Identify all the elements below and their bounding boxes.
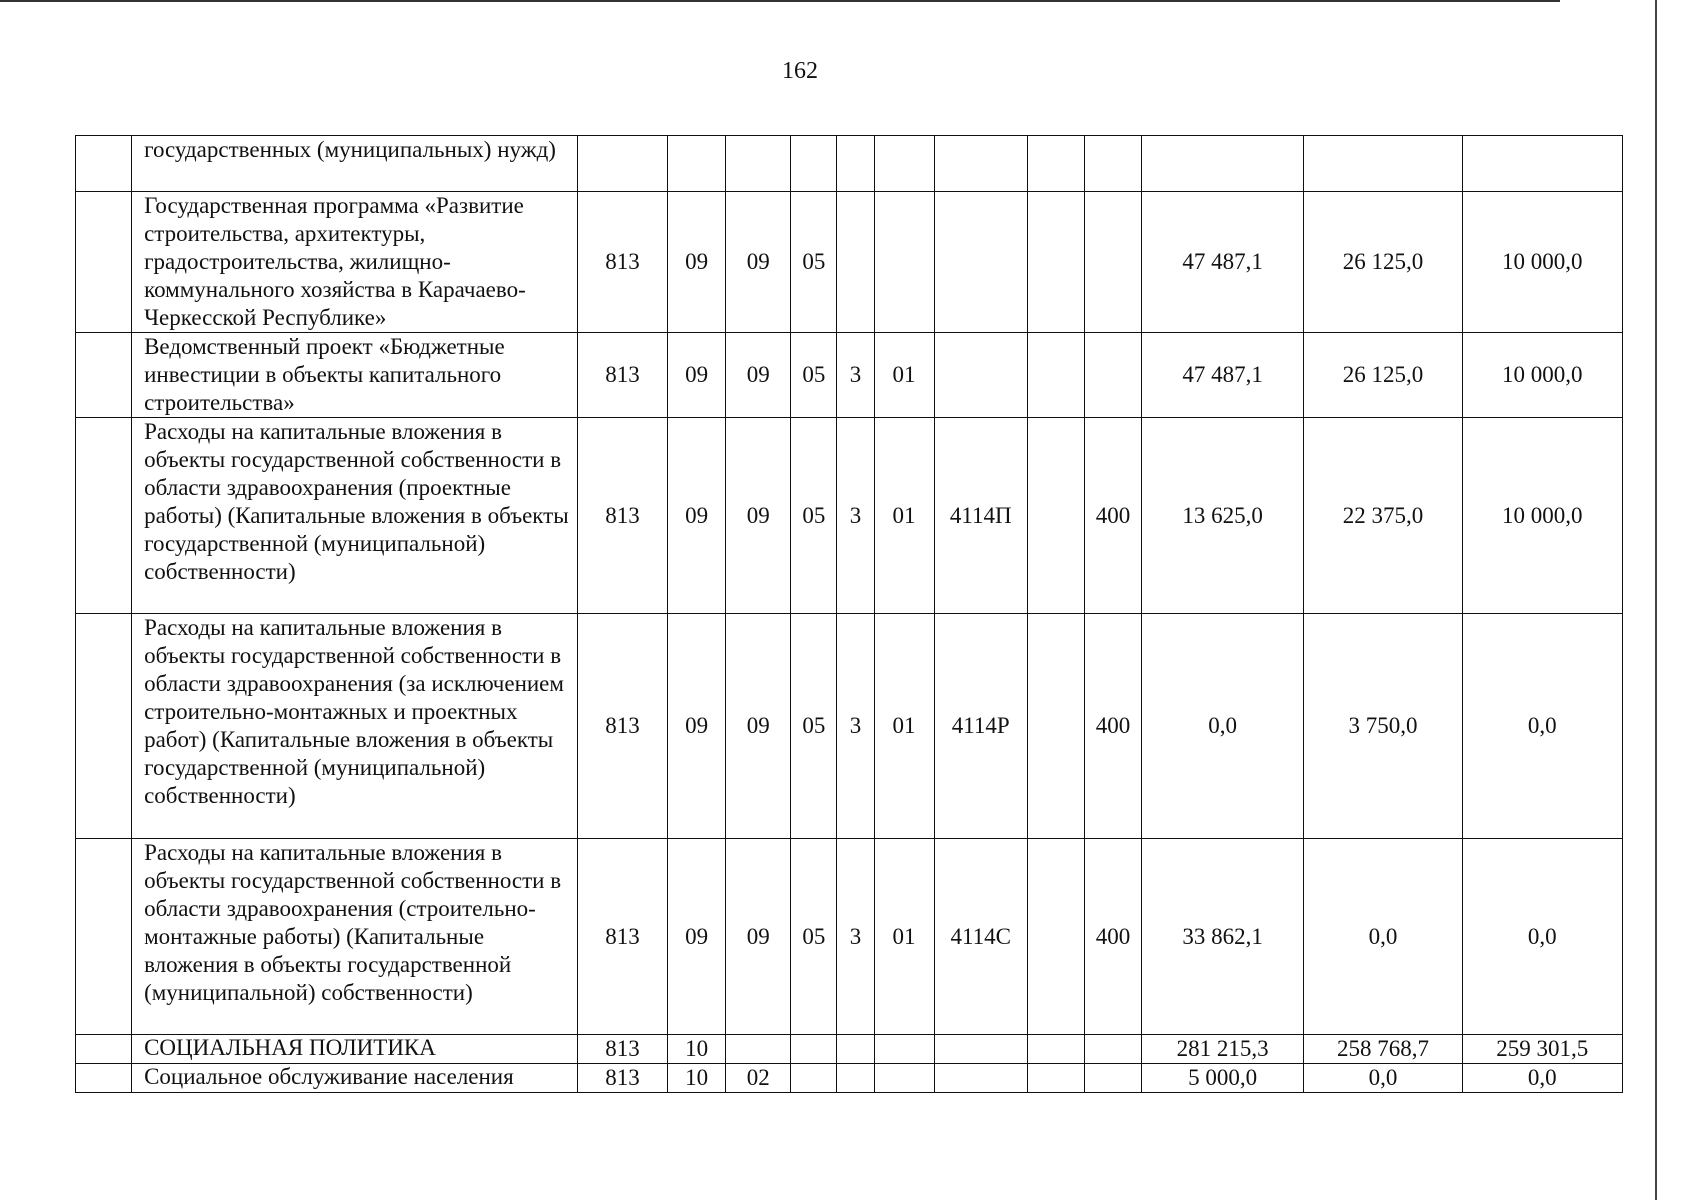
amount-cell: 259 301,5 [1462,1035,1622,1064]
code-cell: 400 [1084,614,1141,839]
code-cell [726,1035,791,1064]
row-number-cell [76,614,132,839]
amount-cell [1304,136,1462,192]
item-name-cell: Социальное обслуживание населения [132,1064,578,1093]
amount-cell: 0,0 [1462,1064,1622,1093]
item-name-cell: СОЦИАЛЬНАЯ ПОЛИТИКА [132,1035,578,1064]
code-cell: 3 [837,614,874,839]
item-name-cell: Расходы на капитальные вложения в объекты государственной собственности в области здравоохранения (строительно-монтажные работы) (Капитальные вложения в объекты государственной (муниципальной) собственности) [132,839,578,1035]
code-cell [1084,333,1141,418]
row-number-cell [76,333,132,418]
amount-cell: 26 125,0 [1304,192,1462,333]
row-number-cell [76,192,132,333]
code-cell: 09 [726,333,791,418]
code-cell [1084,1035,1141,1064]
code-cell: 3 [837,839,874,1035]
code-cell [837,136,874,192]
code-cell [837,192,874,333]
code-cell [1027,1035,1084,1064]
amount-cell: 47 487,1 [1142,333,1304,418]
row-number-cell [76,839,132,1035]
row-number-cell [76,418,132,614]
amount-cell: 0,0 [1304,1064,1462,1093]
code-cell [837,1035,874,1064]
code-cell: 4114П [934,418,1027,614]
code-cell: 813 [577,839,667,1035]
code-cell [1084,136,1141,192]
row-number-cell [76,1035,132,1064]
code-cell: 02 [726,1064,791,1093]
code-cell: 09 [726,418,791,614]
code-cell: 813 [577,333,667,418]
table-row [76,192,1623,333]
code-cell: 05 [791,333,837,418]
code-cell [1027,333,1084,418]
code-cell: 400 [1084,418,1141,614]
table-row [76,333,1623,418]
amount-cell: 258 768,7 [1304,1035,1462,1064]
code-cell [934,1064,1027,1093]
amount-cell: 10 000,0 [1462,418,1622,614]
amount-cell: 10 000,0 [1462,192,1622,333]
amount-cell: 0,0 [1142,614,1304,839]
code-cell: 09 [726,614,791,839]
code-cell [1027,136,1084,192]
code-cell [874,1035,934,1064]
code-cell: 09 [668,418,726,614]
code-cell: 09 [726,192,791,333]
code-cell: 4114С [934,839,1027,1035]
code-cell: 813 [577,192,667,333]
amount-cell [1462,136,1622,192]
code-cell: 09 [668,333,726,418]
item-name-cell: Государственная программа «Развитие строительства, архитектуры, градостроительства, жилищно-коммунального хозяйства в Карачаево-Черкесской Республике» [132,192,578,333]
amount-cell: 0,0 [1462,839,1622,1035]
code-cell: 09 [668,839,726,1035]
code-cell: 05 [791,192,837,333]
code-cell [1027,418,1084,614]
amount-cell [1142,136,1304,192]
code-cell [934,333,1027,418]
code-cell [874,1064,934,1093]
code-cell: 09 [668,192,726,333]
code-cell: 09 [668,614,726,839]
code-cell [934,192,1027,333]
amount-cell: 13 625,0 [1142,418,1304,614]
code-cell: 813 [577,1035,667,1064]
amount-cell: 5 000,0 [1142,1064,1304,1093]
code-cell [726,136,791,192]
amount-cell: 0,0 [1304,839,1462,1035]
code-cell [1084,1064,1141,1093]
item-name-cell: Расходы на капитальные вложения в объекты государственной собственности в области здравоохранения (проектные работы) (Капитальные вложения в объекты государственной (муниципальной) собственности) [132,418,578,614]
code-cell [837,1064,874,1093]
code-cell: 813 [577,614,667,839]
table-row [76,136,1623,192]
code-cell: 05 [791,614,837,839]
code-cell: 3 [837,333,874,418]
table-row [76,1064,1623,1093]
code-cell: 813 [577,418,667,614]
item-name-cell: Расходы на капитальные вложения в объекты государственной собственности в области здравоохранения (за исключением строительно-монтажных и проектных работ) (Капитальные вложения в объекты государственной (муниципальной) собственности) [132,614,578,839]
code-cell [577,136,667,192]
top-border-line [0,0,1560,2]
row-number-cell [76,1064,132,1093]
code-cell [1027,192,1084,333]
code-cell [1027,614,1084,839]
table-row [76,614,1623,839]
budget-table [75,135,1623,1093]
code-cell: 01 [874,614,934,839]
code-cell: 4114Р [934,614,1027,839]
code-cell [1027,1064,1084,1093]
code-cell: 01 [874,418,934,614]
code-cell: 3 [837,418,874,614]
table-row [76,839,1623,1035]
code-cell [1027,839,1084,1035]
code-cell [1084,192,1141,333]
code-cell: 05 [791,418,837,614]
right-border-line [1655,0,1657,1200]
code-cell: 10 [668,1064,726,1093]
code-cell [874,192,934,333]
amount-cell: 33 862,1 [1142,839,1304,1035]
code-cell [934,1035,1027,1064]
code-cell [874,136,934,192]
amount-cell: 22 375,0 [1304,418,1462,614]
code-cell: 10 [668,1035,726,1064]
code-cell [668,136,726,192]
table-row [76,418,1623,614]
amount-cell: 47 487,1 [1142,192,1304,333]
amount-cell: 0,0 [1462,614,1622,839]
item-name-cell: государственных (муниципальных) нужд) [132,136,578,192]
amount-cell: 26 125,0 [1304,333,1462,418]
code-cell [791,1064,837,1093]
code-cell [934,136,1027,192]
page-number: 162 [782,58,818,84]
code-cell: 01 [874,333,934,418]
code-cell: 01 [874,839,934,1035]
amount-cell: 10 000,0 [1462,333,1622,418]
table-row [76,1035,1623,1064]
code-cell: 09 [726,839,791,1035]
item-name-cell: Ведомственный проект «Бюджетные инвестиции в объекты капитального строительства» [132,333,578,418]
amount-cell: 281 215,3 [1142,1035,1304,1064]
code-cell: 813 [577,1064,667,1093]
code-cell: 05 [791,839,837,1035]
code-cell [791,1035,837,1064]
row-number-cell [76,136,132,192]
amount-cell: 3 750,0 [1304,614,1462,839]
code-cell: 400 [1084,839,1141,1035]
code-cell [791,136,837,192]
